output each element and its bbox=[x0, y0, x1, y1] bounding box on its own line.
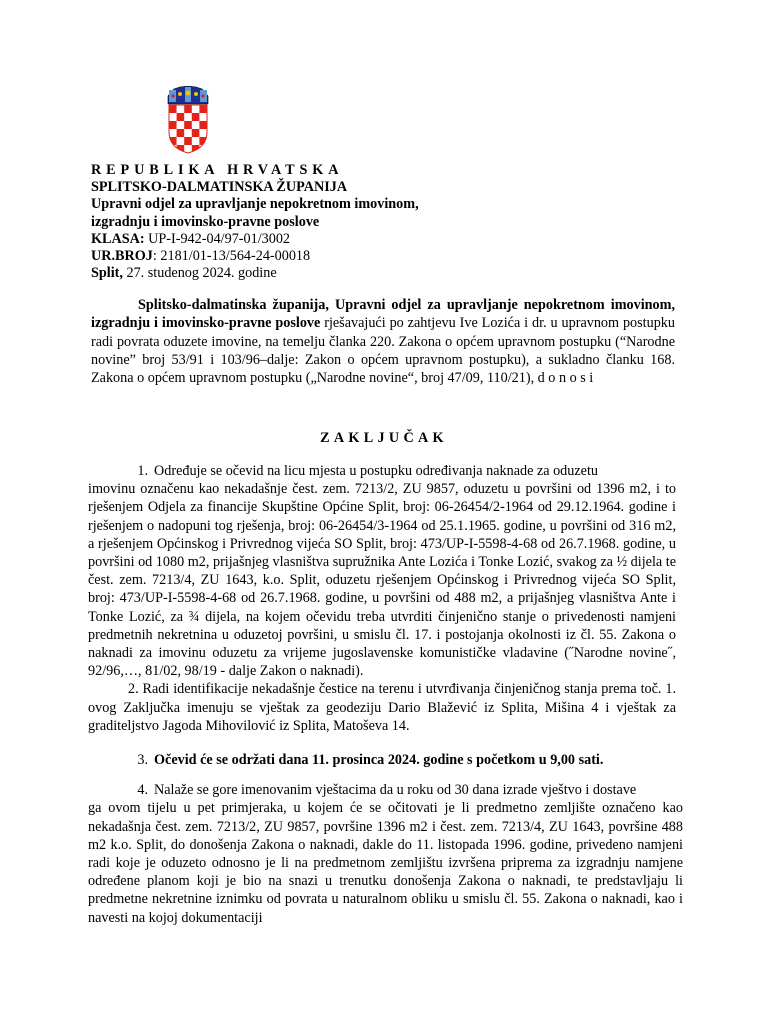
conclusion-body bbox=[88, 462, 683, 927]
shield-square bbox=[199, 105, 207, 113]
shield-square bbox=[177, 113, 185, 121]
klasa-line bbox=[91, 231, 691, 248]
item-number: 2. bbox=[128, 681, 139, 698]
shield-square bbox=[184, 137, 192, 145]
county-name: SPLITSKO-DALMATINSKA ŽUPANIJA bbox=[91, 179, 348, 196]
shield-square bbox=[192, 137, 200, 145]
intro-text: rješavajući po zahtjevu Ive Lozića i dr. u upravnom postupku radi povrata oduzete imovine, na temelju članka 220. Zakona o općem upravnom postupku (“Narodne novine” broj 53/91 i 103/96–dalje: Zakon o općem upravnom postupku), a sukladno članku 168. Zakona o općem upravnom postupku („Narodne novine“, broj 47/09, 110/21), d o n o s i bbox=[91, 315, 675, 387]
date-line bbox=[91, 265, 691, 282]
shield-square bbox=[169, 129, 177, 137]
document-title: ZAKLJUČAK bbox=[320, 430, 448, 446]
klasa-value: UP-I-942-04/97-01/3002 bbox=[148, 230, 291, 247]
klasa-label: KLASA: bbox=[91, 230, 145, 247]
item-3 bbox=[88, 751, 676, 769]
shield-square bbox=[199, 113, 207, 121]
shield-square bbox=[199, 129, 207, 137]
shield-square bbox=[169, 105, 177, 113]
item-number: 1. bbox=[137, 463, 148, 479]
shield-square bbox=[192, 113, 200, 121]
place-label: Split, bbox=[91, 265, 123, 282]
urbroj-label: UR.BROJ bbox=[91, 248, 153, 265]
date-value: 27. studenog 2024. godine bbox=[126, 265, 277, 282]
shield-square bbox=[177, 137, 185, 145]
shield-square bbox=[192, 129, 200, 137]
shield-square bbox=[199, 121, 207, 129]
item-first-line: Nalaže se gore imenovanim vještacima da u roku od 30 dana izrade vještvo i dostave bbox=[154, 782, 637, 799]
department-line-2: izgradnju i imovinsko-pravne poslove bbox=[91, 213, 320, 230]
intro-bold-part: Splitsko-dalmatinska županija, Upravni odjel za upravljanje nepokretnom imovinom, izgradnju i imovinsko-pravne poslove bbox=[91, 297, 675, 332]
shield-square bbox=[169, 113, 177, 121]
shield-square bbox=[192, 105, 200, 113]
republic-name: REPUBLIKA HRVATSKA bbox=[91, 162, 344, 178]
shield-square bbox=[184, 129, 192, 137]
item-text: Radi identifikacije nekadašnje čestice na terenu i utvrđivanja činjeničnog stanja prema toč. 1. ovog Zaključka imenuju se vještak za geodeziju Dario Blažević iz Splita, Mišina 4 i vještak za graditeljstvo Jagoda Mihovilović iz Splita, Matoševa 14. bbox=[88, 681, 677, 734]
urbroj-line bbox=[91, 248, 691, 265]
item-1 bbox=[88, 462, 676, 480]
item-number: 4. bbox=[137, 782, 148, 799]
department-line-1: Upravni odjel za upravljanje nepokretnom imovinom, bbox=[91, 196, 419, 213]
shield-square bbox=[169, 145, 177, 153]
shield-square bbox=[169, 121, 177, 129]
shield-square bbox=[184, 113, 192, 121]
checkerboard-shield bbox=[169, 105, 207, 153]
crown bbox=[168, 86, 208, 104]
shield-square bbox=[184, 105, 192, 113]
item-4 bbox=[88, 781, 676, 799]
shield-square bbox=[177, 129, 185, 137]
document-header bbox=[91, 162, 691, 282]
item-continuation: imovinu označenu kao nekadašnje čest. zem. 7213/2, ZU 9857, oduzetu u površini od 1396 m2, i to rješenjem Odjela za financije Skupštine Općine Split, broj: 06-26454/2-1964 od 29.12.1964. godine i rješenjem o nadopuni tog rješenja, broj: 06-26454/3-1964 od 25.1.1965. godine, u površini od 316 m2, a rješenjem Općinskog i Privrednog vijeća SO Split, broj: 473/UP-I-5598-4-68 od 26.7.1968. godine, u površini od 1080 m2, prijašnjeg vlasništva supružnika Ante Lozića i Tonke Lozić, svakog za ½ dijela te čest. zem. 7213/4, ZU 1643, k.o. Split, oduzetu rješenjem Općinskog i Privrednog vijeća SO Split, broj: 473/UP-I-5598-4-68 od 26.7.1968. godine, u površini od 488 m2, a prijašnjeg vlasništva Ante i Tonke Lozić, za ¾ dijela, na kojem očevidu treba utvrditi činjenično stanje o privedenosti namjeni predmetnih nekretnina u oduzetoj površini, u smislu čl. 17. i postojanja okolnosti iz čl. 55. Zakona o naknadi za imovinu oduzetu za vrijeme jugoslavenske komunističke vladavine (˝Narodne novine˝, 92/96,…, 81/02, 98/19 - dalje Zakon o naknadi). bbox=[88, 481, 676, 680]
shield-square bbox=[177, 105, 185, 113]
item-first-line: Određuje se očevid na licu mjesta u postupku određivanja naknade za oduzetu bbox=[154, 463, 598, 479]
item-text: Očevid će se održati dana 11. prosinca 2024. godine s početkom u 9,00 sati. bbox=[154, 752, 604, 769]
croatian-coat-of-arms-logo bbox=[165, 86, 211, 154]
item-2 bbox=[88, 680, 676, 735]
urbroj-value: : 2181/01-13/564-24-00018 bbox=[152, 248, 311, 265]
shield-square bbox=[192, 121, 200, 129]
shield-square bbox=[184, 121, 192, 129]
shield-square bbox=[177, 121, 185, 129]
intro-paragraph bbox=[91, 296, 675, 387]
item-number: 3. bbox=[137, 752, 148, 769]
item-continuation: ga ovom tijelu u pet primjeraka, u kojem će se očitovati je li predmetno zemljište označeno kao nekadašnja čest. zem. 7213/2, ZU 9857, površine 1396 m2 i čest. zem. 7213/4, ZU 1643, površine 488 m2 k.o. Split, do donošenja Zakona o naknadi, dakle do 11. listopada 1996. godine, privedeno namjeni radi koje je oduzeto odnosno je li na predmetnom zemljištu izvršena priprema za izgradnju namjene određene planom koji je bio na snazi u trenutku donošenja Zakona o naknadi, te predstavljaju li predmetne nekretnine iznimku od povrata u naturalnom obliku u smislu čl. 55. Zakona o naknadi, kao i navesti na kojoj dokumentaciji bbox=[88, 800, 683, 926]
